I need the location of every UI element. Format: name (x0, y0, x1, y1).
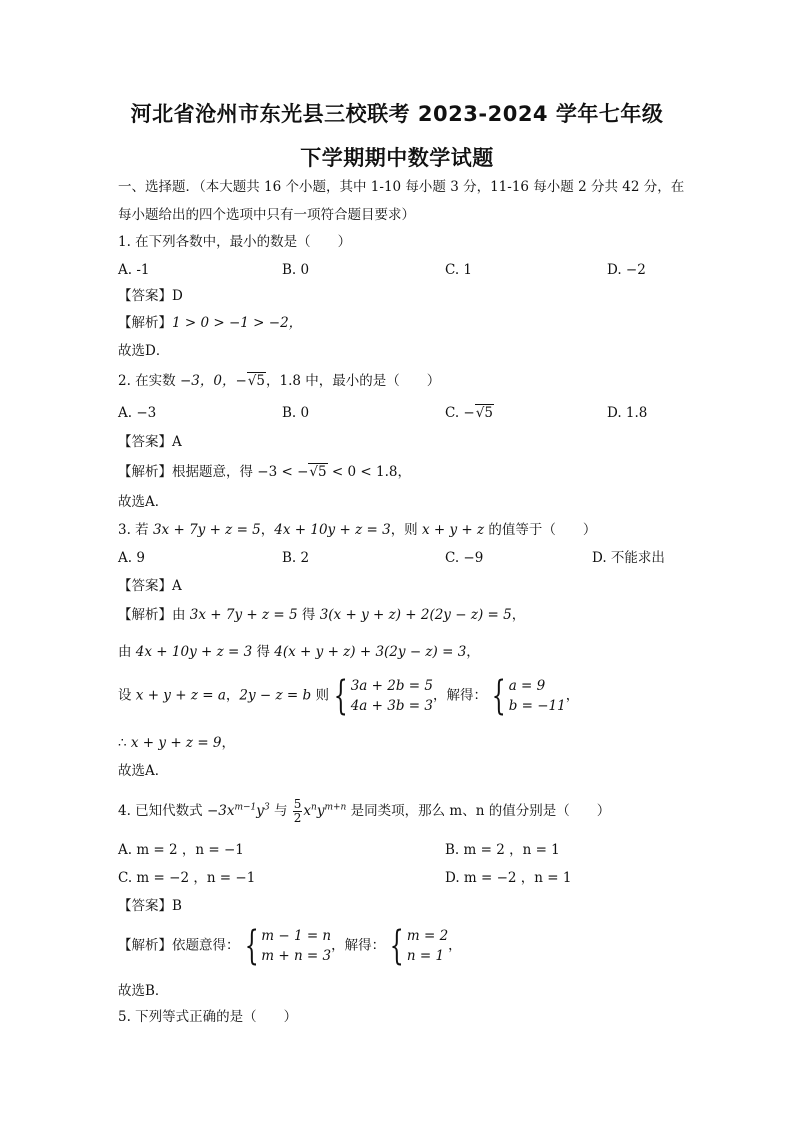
q1-conclusion-value: D． (145, 343, 170, 359)
q4-term2-y: y (316, 803, 325, 819)
answer-label: 【答案】 (118, 288, 172, 304)
q3-analysis-line4 (118, 734, 235, 752)
q2-stem-root: 5 (256, 373, 265, 389)
q4-sys2-row2: n = 1 (406, 948, 445, 964)
q1-analysis (118, 314, 302, 332)
q4-term1-yexp: 3 (263, 802, 270, 813)
q4-sys1-row1: m − 1 = n (261, 928, 332, 944)
analysis-label: 【解析】 (118, 464, 172, 480)
brace-symbol: { (333, 673, 348, 719)
q4-fraction (293, 798, 303, 825)
q3-l3-v2: 2y − z = b (239, 687, 312, 704)
q3-sys1-row1: 3a + 2b = 5 (350, 678, 433, 694)
q3-sep: ， (260, 522, 275, 538)
q3-l1-c: ， (511, 607, 526, 623)
q2-analysis (118, 463, 411, 481)
q3-l1-b: 得 (297, 607, 320, 623)
answer-label: 【答案】 (118, 898, 172, 914)
q3-option-d: D. 不能求出 (592, 550, 665, 566)
q4-analysis-b: ，解得： (331, 937, 386, 954)
q3-eq1: 3x + 7y + z = 5 (152, 522, 261, 538)
q3-l1-res: 3(x + y + z) + 2(2y − z) = 5 (319, 607, 512, 623)
q2-analysis-root: 5 (318, 464, 327, 480)
q4-term2 (303, 803, 346, 819)
q4-term1-y: y (256, 803, 264, 819)
therefore-symbol: ∴ (118, 735, 131, 751)
q3-conclusion-value: A． (145, 763, 169, 779)
so-label: 故选 (118, 494, 145, 510)
q4-term1-base: −3x (206, 803, 235, 819)
q2-stem-nums: −3，0，− (179, 373, 247, 389)
q1-option-a: A. -1 (118, 262, 150, 278)
q3-l2-b: 得 (252, 644, 275, 660)
q3-option-a: A. 9 (118, 550, 145, 566)
so-label: 故选 (118, 343, 145, 359)
q2-option-c (445, 404, 494, 422)
q4-term2-exp: n (311, 802, 317, 813)
q2-analysis-b: < 0 < 1.8， (327, 464, 411, 480)
q2-option-c-root: 5 (484, 405, 493, 421)
q2-stem-b: ，1.8 中，最小的是（ ） (265, 373, 441, 389)
sqrt-symbol: √5 (475, 405, 493, 421)
q2-option-c-text: C. − (445, 405, 475, 421)
q3-l1-a: 由 (172, 607, 190, 623)
q3-l3-then: 则 (311, 687, 329, 704)
q3-sys1-row2: 4a + 3b = 3 (350, 698, 433, 714)
q4-option-c: C. m = −2 ，n = −1 (118, 870, 256, 886)
q3-stem (118, 521, 596, 539)
q3-l3-sep: ， (225, 687, 240, 704)
section-instruction-1: 一、选择题．（本大题共 16 个小题，其中 1-10 每小题 3 分，11-16 每小题 2 分共 42 分，在 (118, 179, 685, 195)
q3-option-b: B. 2 (282, 550, 310, 566)
q2-stem (118, 372, 440, 390)
q3-l4-b: ， (221, 735, 236, 751)
q3-l3-v1: x + y + z = a (135, 687, 226, 704)
q3-sys2-row2: b = −11 (508, 698, 566, 714)
so-label: 故选 (118, 983, 145, 999)
q3-stem-c: 的值等于（ ） (484, 522, 597, 538)
q3-stem-a: 3. 若 (118, 522, 153, 538)
q3-l1-eq: 3x + 7y + z = 5 (189, 607, 298, 623)
q2-option-b: B. 0 (282, 405, 310, 421)
q1-answer (118, 287, 183, 305)
q1-conclusion (118, 342, 169, 360)
section-instruction-2: 每小题给出的四个选项中只有一项符合题目要求） (118, 207, 415, 223)
q5-stem: 5. 下列等式正确的是（ ） (118, 1009, 298, 1025)
q3-l3-end: ， (565, 687, 580, 704)
answer-label: 【答案】 (118, 578, 172, 594)
q3-l4-eq: x + y + z = 9 (130, 735, 222, 751)
q1-analysis-text: 1 > 0 > −1 > −2， (172, 315, 303, 331)
q3-analysis-line1 (118, 606, 525, 624)
q3-l2-a: 由 (118, 644, 136, 660)
doc-title-line1: 河北省沧州市东光县三校联考 2023-2024 学年七年级 (130, 102, 664, 126)
q2-stem-a: 2. 在实数 (118, 373, 180, 389)
q3-system-1 (333, 673, 433, 719)
q2-option-d: D. 1.8 (607, 405, 648, 421)
q2-conclusion-value: A． (145, 494, 169, 510)
q4-analysis (118, 923, 462, 969)
q2-answer-value: A (172, 434, 182, 450)
q4-system-2 (389, 923, 449, 969)
q4-option-a: A. m = 2 ，n = −1 (118, 842, 244, 858)
q3-answer (118, 577, 182, 595)
q4-term2-base: x (303, 803, 312, 819)
q3-analysis-line3 (118, 673, 580, 719)
q1-option-c: C. 1 (445, 262, 473, 278)
q4-conclusion (118, 982, 168, 1000)
q3-eq2: 4x + 10y + z = 3 (274, 522, 391, 538)
q3-l2-res: 4(x + y + z) + 3(2y − z) = 3 (274, 644, 467, 660)
q4-analysis-a: 依题意得： (172, 937, 240, 954)
q1-option-d: D. −2 (607, 262, 646, 278)
brace-symbol: { (390, 923, 405, 969)
q2-conclusion (118, 493, 168, 511)
q4-stem-a: 4. 已知代数式 (118, 803, 207, 819)
q4-system-1 (244, 923, 332, 969)
q3-l2-eq: 4x + 10y + z = 3 (135, 644, 253, 660)
q1-answer-value: D (172, 288, 183, 304)
sqrt-symbol: √5 (309, 464, 327, 480)
q4-frac-num: 5 (293, 797, 302, 811)
q4-option-d: D. m = −2 ，n = 1 (445, 870, 572, 886)
q3-sys2-row1: a = 9 (508, 678, 546, 694)
q3-stem-b: ，则 (390, 522, 422, 538)
q4-term1-exp: m−1 (234, 802, 257, 813)
q1-option-b: B. 0 (282, 262, 310, 278)
q4-stem (118, 798, 610, 825)
q3-option-c: C. −9 (445, 550, 484, 566)
q4-term1 (207, 803, 270, 819)
q2-answer (118, 433, 182, 451)
so-label: 故选 (118, 763, 145, 779)
q2-option-a: A. −3 (118, 405, 157, 421)
q4-option-b: B. m = 2 ，n = 1 (445, 842, 560, 858)
q3-conclusion (118, 762, 168, 780)
q4-stem-b: 与 (269, 803, 292, 819)
q1-stem: 1. 在下列各数中，最小的数是（ ） (118, 234, 352, 250)
brace-symbol: { (244, 923, 259, 969)
brace-symbol: { (491, 673, 506, 719)
q3-l2-c: ， (466, 644, 480, 660)
q4-answer-value: B (172, 898, 182, 914)
q3-expr: x + y + z (421, 522, 485, 538)
q4-analysis-c: ， (448, 937, 462, 954)
q3-answer-value: A (172, 578, 182, 594)
q3-analysis-line2 (118, 643, 480, 661)
q4-answer (118, 897, 182, 915)
q4-sys1-row2: m + n = 3 (261, 948, 332, 964)
analysis-label: 【解析】 (118, 315, 172, 331)
q4-stem-c: 是同类项，那么 m、n 的值分别是（ ） (346, 803, 611, 819)
analysis-label: 【解析】 (118, 937, 172, 954)
q3-l3-solve: ，解得： (432, 687, 487, 704)
q2-analysis-a: 根据题意，得 −3 < − (172, 464, 309, 480)
sqrt-symbol: √5 (247, 373, 265, 389)
q4-frac-den: 2 (293, 811, 302, 825)
answer-label: 【答案】 (118, 434, 172, 450)
q3-l3-a: 设 (118, 687, 136, 704)
analysis-label: 【解析】 (118, 607, 172, 623)
q3-system-2 (491, 673, 566, 719)
doc-title-line2: 下学期期中数学试题 (300, 146, 494, 170)
q4-term2-yexp: m+n (324, 802, 347, 813)
q4-conclusion-value: B． (145, 983, 169, 999)
q4-sys2-row1: m = 2 (406, 928, 449, 944)
